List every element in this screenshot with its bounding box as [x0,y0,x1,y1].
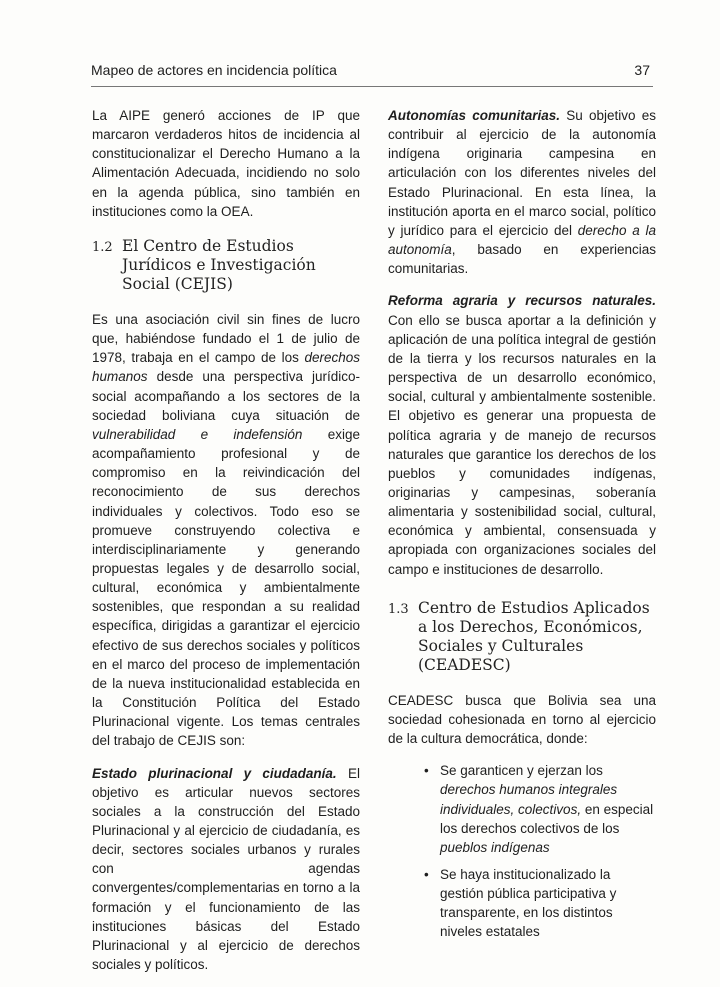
text-run: Es una asociación civil sin fines de lucro que, habiéndose fundado el 1 de julio de 1978, trabaja en el campo de los [92,311,360,366]
text-run-italic: derecho a la autonomía [388,222,656,258]
text-run: desde una perspectiva jurídico-social acompañando a los sectores de la sociedad boliviana cuya situación de [92,369,360,423]
bullet-icon: • [424,763,429,779]
text-run: Se garanticen y ejerzan los [440,763,603,779]
bullet-icon: • [424,867,429,882]
page-header [91,56,653,87]
text-run-italic: pueblos indígenas [440,839,550,855]
paragraph-lead: Estado plurinacional y ciudadanía. [92,765,337,781]
section-title: Centro de Estudios Aplicados a los Derechos, Económicos, Sociales y Culturales (CEADESC) [418,598,650,674]
left-column [92,106,360,987]
paragraph-aipe: La AIPE generó acciones de IP que marcaron verdaderos hitos de incidencia al constitucionalizar el Derecho Humano a la Alimentación Adecuada, incidiendo no solo en la agenda pública, sino también en instituciones como la OEA. [92,108,360,219]
running-title: Mapeo de actores en incidencia política [91,62,337,78]
text-run-italic: derechos humanos [92,350,360,385]
section-heading-1-2 [92,237,360,294]
paragraph-reforma-agraria [388,291,656,578]
text-run: , basado en experiencias comunitarias. [388,242,656,277]
text-run: exige acompañamiento profesional y de compromiso en la reivindicación del reconocimiento de sus derechos individuales y colectivos. Todo eso se promueve construyendo colectiva e interdisciplinariamente y generando propuestas legales y de desarrollo social, cultural, económica y ambientalmente sostenibles, que respondan a su realidad específica, dirigidas a garantizar el ejercicio efectivo de sus derechos sociales y políticos en el marco del proceso de implementación de la nueva institucionalidad establecida en la Constitución Política del Estado Plurinacional vigente. Los temas centrales del trabajo de CEJIS son: [92,426,360,749]
section-number: 1.3 [388,601,409,617]
text-run: El objetivo es articular nuevos sectores sociales a la construcción del Estado Plurinacional y al ejercicio de ciudadanía, es decir, sectores sociales urbanos y rurales con agendas convergentes/complementarias en torno a la formación y el funcionamiento de las instituciones básicas del Estado Plurinacional y al ejercicio de derechos sociales y políticos. [92,765,360,973]
text-run-italic: derechos humanos integrales individuales, colectivos, [440,782,618,817]
paragraph-autonomias [388,106,656,278]
bullet-list [388,761,656,941]
section-number: 1.2 [92,239,113,255]
paragraph-ceadesc: CEADESC busca que Bolivia sea una sociedad cohesionada en torno al ejercicio de la cultura democrática, donde: [388,692,656,747]
section-title: El Centro de Estudios Jurídicos e Investigación Social (CEJIS) [122,236,316,293]
paragraph-cejis [92,310,360,751]
text-run-italic: vulnerabilidad e indefensión [92,426,303,442]
text-run: Se haya institucionalizado la gestión pública participativa y transparente, en los distintos niveles estatales [440,867,617,940]
paragraph-lead: Reforma agraria y recursos naturales. [388,293,656,309]
right-column [388,106,656,950]
page-number: 37 [634,62,650,78]
paragraph-estado-plurinacional [92,764,360,975]
text-run: en especial los derechos colectivos de los [440,801,654,836]
list-item [424,761,656,857]
paragraph-lead: Autonomías comunitarias. [388,108,561,123]
text-run: Su objetivo es contribuir al ejercicio de la autonomía indígena originaria campesina en articulación con los diferentes niveles del Estado Plurinacional. En esta línea, la institución aporta en el marco social, político y jurídico para el ejercicio del [388,108,656,238]
text-run: Con ello se busca aportar a la definición y aplicación de una política integral de gestión de la tierra y los recursos naturales en la perspectiva de un desarrollo económico, social, cultural y ambientalmente sostenible. El objetivo es generar una propuesta de política agraria y de manejo de recursos naturales que garantice los derechos de los pueblos y comunidades indígenas, originarias y campesinas, soberanía alimentaria y sostenibilidad social, cultural, económica y ambiental, consensuada y apropiada con organizaciones sociales del campo e instituciones de desarrollo. [388,312,656,577]
section-heading-1-3 [388,599,656,675]
list-item [424,865,656,942]
